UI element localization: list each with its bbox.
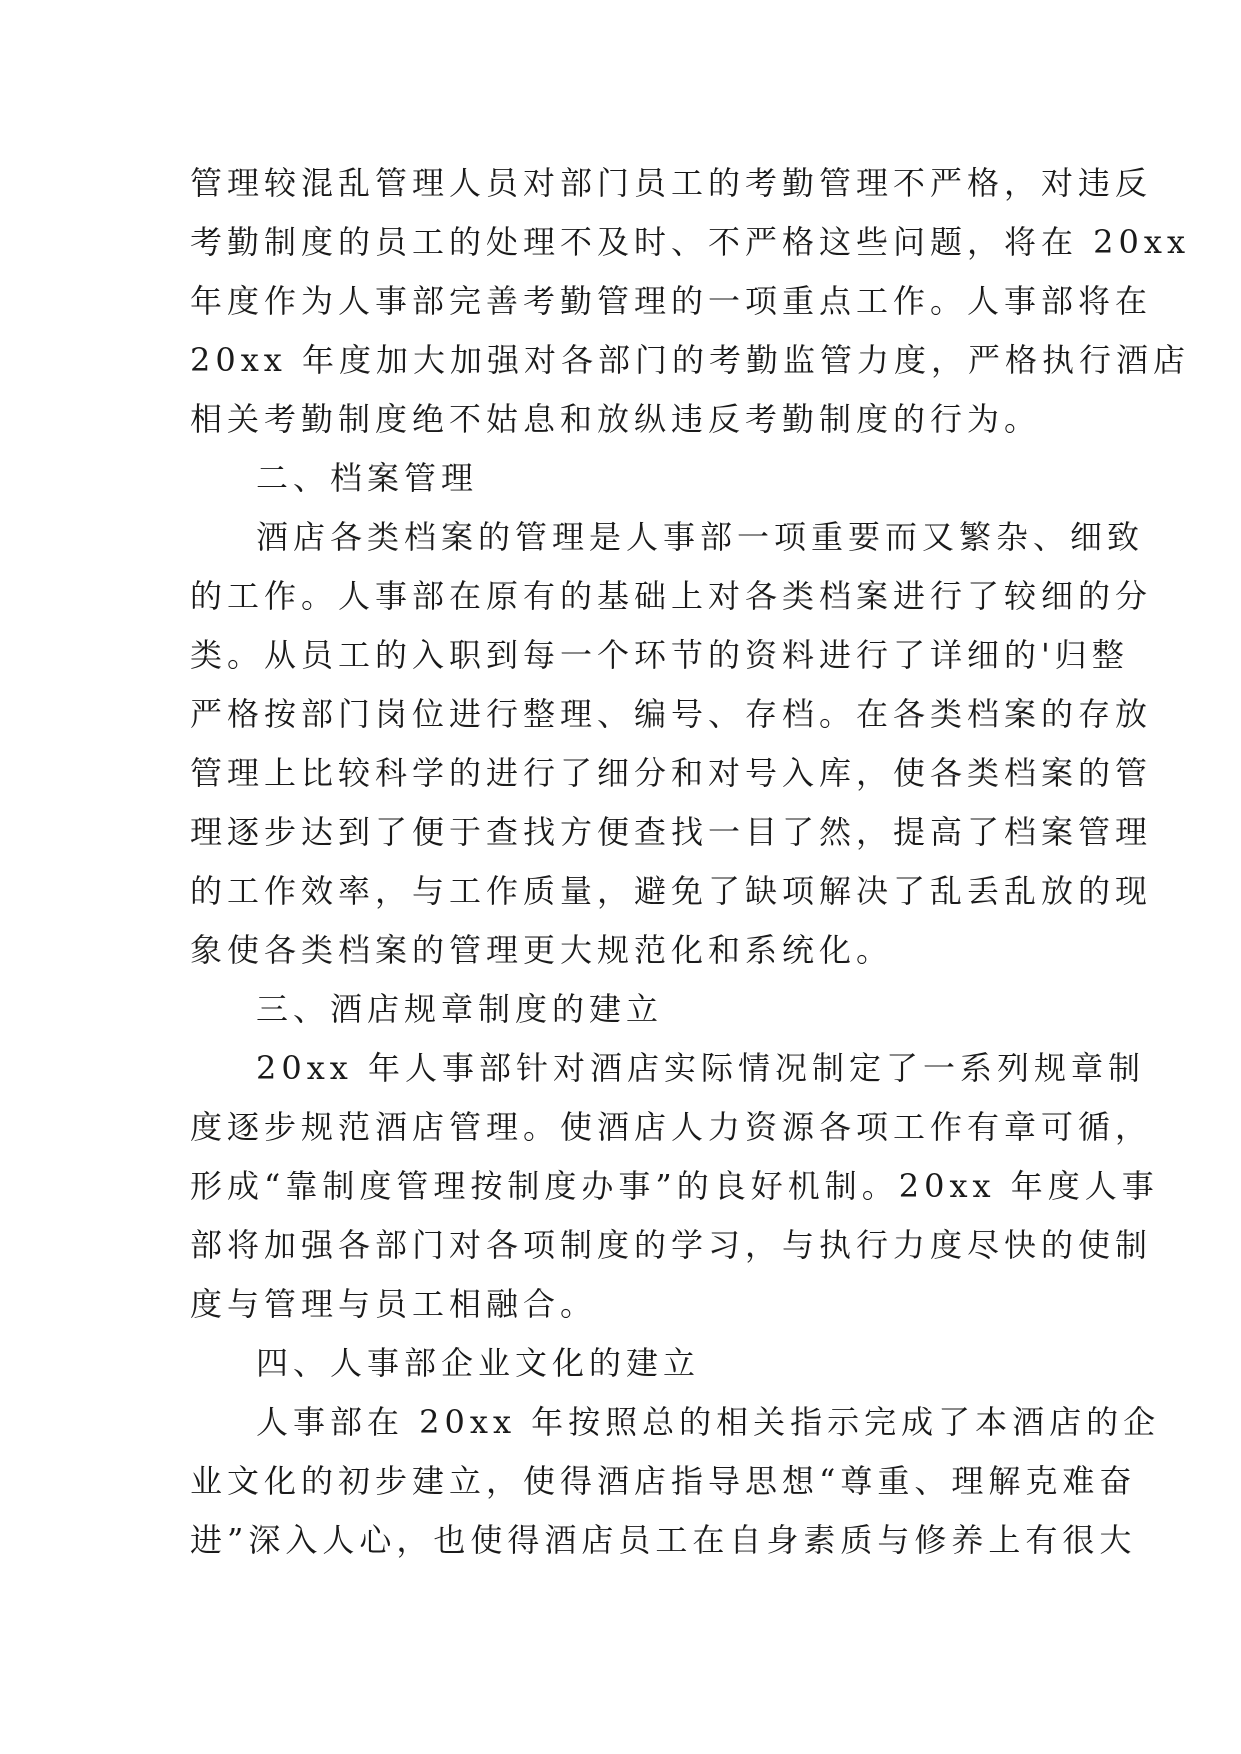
- paragraph-first-line: 酒店各类档案的管理是人事部一项重要而又繁杂、细致: [256, 518, 1145, 556]
- text-line: 业文化的初步建立，使得酒店指导思想“尊重、理解克难奋: [190, 1462, 1137, 1500]
- text-line: 考勤制度的员工的处理不及时、不严格这些问题，将在 20xx: [190, 223, 1190, 261]
- text-line: 度逐步规范酒店管理。使酒店人力资源各项工作有章可循，: [190, 1108, 1153, 1146]
- section-heading-hotel-regulations: 三、酒店规章制度的建立: [256, 990, 664, 1028]
- text-line: 类。从员工的入职到每一个环节的资料进行了详细的'归整: [190, 636, 1129, 674]
- text-line: 20xx 年度加大加强对各部门的考勤监管力度，严格执行酒店: [190, 341, 1190, 379]
- text-line: 的工作。人事部在原有的基础上对各类档案进行了较细的分: [190, 577, 1153, 615]
- section-heading-archive-management: 二、档案管理: [256, 459, 479, 497]
- section-heading-corporate-culture: 四、人事部企业文化的建立: [256, 1344, 701, 1382]
- text-line: 年度作为人事部完善考勤管理的一项重点工作。人事部将在: [190, 282, 1153, 320]
- text-line: 形成“靠制度管理按制度办事”的良好机制。20xx 年度人事: [190, 1167, 1159, 1205]
- document-body: [190, 154, 1190, 1570]
- text-line: 进”深入人心，也使得酒店员工在自身素质与修养上有很大: [190, 1521, 1137, 1559]
- paragraph-first-line: 20xx 年人事部针对酒店实际情况制定了一系列规章制: [256, 1049, 1145, 1087]
- text-line: 严格按部门岗位进行整理、编号、存档。在各类档案的存放: [190, 695, 1153, 733]
- paragraph-first-line: 人事部在 20xx 年按照总的相关指示完成了本酒店的企: [256, 1403, 1161, 1441]
- text-line: 象使各类档案的管理更大规范化和系统化。: [190, 931, 894, 969]
- text-line: 的工作效率，与工作质量，避免了缺项解决了乱丢乱放的现: [190, 872, 1153, 910]
- text-line: 部将加强各部门对各项制度的学习，与执行力度尽快的使制: [190, 1226, 1153, 1264]
- text-line: 管理上比较科学的进行了细分和对号入库，使各类档案的管: [190, 754, 1153, 792]
- text-line: 管理较混乱管理人员对部门员工的考勤管理不严格，对违反: [190, 164, 1153, 202]
- text-line: 相关考勤制度绝不姑息和放纵违反考勤制度的行为。: [190, 400, 1042, 438]
- text-line: 理逐步达到了便于查找方便查找一目了然，提高了档案管理: [190, 813, 1153, 851]
- text-line: 度与管理与员工相融合。: [190, 1285, 598, 1323]
